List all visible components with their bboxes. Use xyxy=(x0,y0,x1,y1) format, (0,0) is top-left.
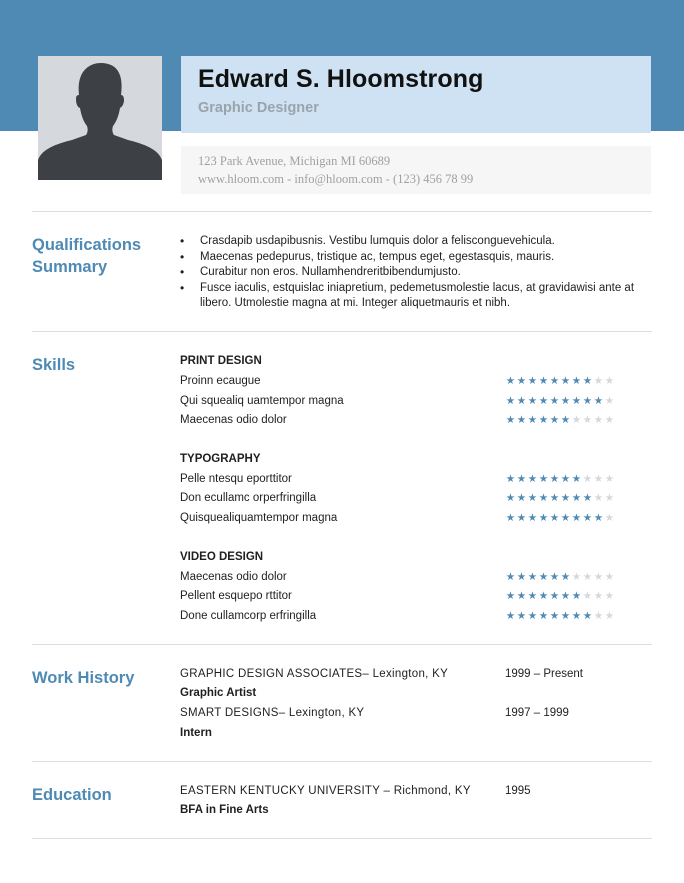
star-empty-icon: ★ xyxy=(604,375,615,387)
qualifications-list xyxy=(180,234,650,312)
list-item: • Maecenas pedepurus, tristique ac, tempus eget, egestasquis, mauris. xyxy=(180,250,650,266)
star-filled-icon: ★ xyxy=(505,414,516,426)
star-filled-icon: ★ xyxy=(527,375,538,387)
degree: BFA in Fine Arts xyxy=(180,804,269,816)
star-filled-icon: ★ xyxy=(516,590,527,602)
star-empty-icon: ★ xyxy=(582,590,593,602)
star-filled-icon: ★ xyxy=(516,395,527,407)
skill-name: Pellent esquepo rttitor xyxy=(180,590,292,602)
star-filled-icon: ★ xyxy=(582,512,593,524)
star-empty-icon: ★ xyxy=(604,571,615,583)
star-filled-icon: ★ xyxy=(516,414,527,426)
star-filled-icon: ★ xyxy=(593,395,604,407)
star-filled-icon: ★ xyxy=(516,473,527,485)
star-filled-icon: ★ xyxy=(538,610,549,622)
divider xyxy=(32,838,652,839)
job-title: Graphic Designer xyxy=(198,100,319,116)
skill-group-heading: TYPOGRAPHY xyxy=(180,453,261,465)
skill-name: Pelle ntesqu eporttitor xyxy=(180,473,292,485)
skill-rating xyxy=(505,512,615,524)
star-empty-icon: ★ xyxy=(593,473,604,485)
star-filled-icon: ★ xyxy=(582,610,593,622)
section-title-qualifications xyxy=(32,234,141,278)
star-empty-icon: ★ xyxy=(582,473,593,485)
employment-dates: 1997 – 1999 xyxy=(505,707,569,719)
star-filled-icon: ★ xyxy=(571,395,582,407)
star-filled-icon: ★ xyxy=(527,492,538,504)
star-filled-icon: ★ xyxy=(505,512,516,524)
profile-photo xyxy=(38,56,162,180)
star-filled-icon: ★ xyxy=(571,375,582,387)
skill-name: Proinn ecaugue xyxy=(180,375,261,387)
star-filled-icon: ★ xyxy=(538,414,549,426)
divider xyxy=(32,644,652,645)
star-filled-icon: ★ xyxy=(571,473,582,485)
star-filled-icon: ★ xyxy=(571,590,582,602)
section-title-education: Education xyxy=(32,786,112,804)
person-name: Edward S. Hloomstrong xyxy=(198,65,484,93)
star-empty-icon: ★ xyxy=(604,473,615,485)
star-filled-icon: ★ xyxy=(505,473,516,485)
star-empty-icon: ★ xyxy=(571,571,582,583)
section-title-line: Qualifications xyxy=(32,236,142,254)
star-filled-icon: ★ xyxy=(582,395,593,407)
section-title-work-history: Work History xyxy=(32,669,135,687)
star-empty-icon: ★ xyxy=(593,590,604,602)
person-silhouette-icon xyxy=(38,56,162,180)
star-filled-icon: ★ xyxy=(527,590,538,602)
star-filled-icon: ★ xyxy=(538,512,549,524)
star-filled-icon: ★ xyxy=(527,395,538,407)
star-filled-icon: ★ xyxy=(505,375,516,387)
star-filled-icon: ★ xyxy=(538,571,549,583)
star-filled-icon: ★ xyxy=(560,492,571,504)
skill-rating xyxy=(505,395,615,407)
star-filled-icon: ★ xyxy=(538,375,549,387)
star-filled-icon: ★ xyxy=(527,571,538,583)
star-empty-icon: ★ xyxy=(604,492,615,504)
star-empty-icon: ★ xyxy=(593,571,604,583)
star-filled-icon: ★ xyxy=(505,492,516,504)
star-filled-icon: ★ xyxy=(549,473,560,485)
star-filled-icon: ★ xyxy=(549,492,560,504)
star-empty-icon: ★ xyxy=(604,414,615,426)
star-filled-icon: ★ xyxy=(549,571,560,583)
section-title-skills: Skills xyxy=(32,356,76,374)
skill-name: Maecenas odio dolor xyxy=(180,414,287,426)
star-filled-icon: ★ xyxy=(527,512,538,524)
graduation-date: 1995 xyxy=(505,785,531,797)
skill-name: Done cullamcorp erfringilla xyxy=(180,610,317,622)
skill-name: Quisquealiquamtempor magna xyxy=(180,512,338,524)
star-filled-icon: ★ xyxy=(560,610,571,622)
skill-rating xyxy=(505,590,615,602)
star-filled-icon: ★ xyxy=(560,590,571,602)
skill-name: Qui squealiq uamtempor magna xyxy=(180,395,344,407)
star-filled-icon: ★ xyxy=(516,492,527,504)
skill-name: Don ecullamc orperfringilla xyxy=(180,492,317,504)
star-filled-icon: ★ xyxy=(505,610,516,622)
star-empty-icon: ★ xyxy=(593,492,604,504)
contact-text: www.hloom.com - info@hloom.com - (123) 456 78 99 xyxy=(198,172,474,186)
employment-dates: 1999 – Present xyxy=(505,668,584,680)
star-empty-icon: ★ xyxy=(582,414,593,426)
star-filled-icon: ★ xyxy=(582,492,593,504)
job-role: Intern xyxy=(180,727,212,739)
star-filled-icon: ★ xyxy=(549,512,560,524)
divider xyxy=(32,761,652,762)
star-filled-icon: ★ xyxy=(571,610,582,622)
list-item: • Fusce iaculis, estquislac iniapretium, pedemetusmolestie lacus, at gravidawisi ante at libero. Utmolestie magna at mi. Integer aliquetmauris et nibh. xyxy=(180,281,650,312)
star-filled-icon: ★ xyxy=(505,571,516,583)
star-filled-icon: ★ xyxy=(538,473,549,485)
star-filled-icon: ★ xyxy=(571,492,582,504)
divider xyxy=(32,331,652,332)
star-filled-icon: ★ xyxy=(538,590,549,602)
star-filled-icon: ★ xyxy=(527,414,538,426)
skill-group-heading: VIDEO DESIGN xyxy=(180,551,264,563)
star-filled-icon: ★ xyxy=(505,590,516,602)
list-item: • Curabitur non eros. Nullamhendreritbibendumjusto. xyxy=(180,265,650,281)
star-filled-icon: ★ xyxy=(516,512,527,524)
star-filled-icon: ★ xyxy=(549,590,560,602)
divider xyxy=(32,211,652,212)
list-item: • Crasdapib usdapibusnis. Vestibu lumquis dolor a felisconguevehicula. xyxy=(180,234,650,250)
star-filled-icon: ★ xyxy=(560,395,571,407)
address-text: 123 Park Avenue, Michigan MI 60689 xyxy=(198,154,391,168)
star-empty-icon: ★ xyxy=(571,414,582,426)
star-filled-icon: ★ xyxy=(516,375,527,387)
skill-rating xyxy=(505,571,615,583)
star-filled-icon: ★ xyxy=(560,414,571,426)
star-filled-icon: ★ xyxy=(549,375,560,387)
school-name: EASTERN KENTUCKY UNIVERSITY – Richmond, KY xyxy=(180,785,471,797)
star-filled-icon: ★ xyxy=(571,512,582,524)
star-empty-icon: ★ xyxy=(593,375,604,387)
contact-box xyxy=(181,146,651,194)
star-empty-icon: ★ xyxy=(593,610,604,622)
skill-rating xyxy=(505,492,615,504)
star-filled-icon: ★ xyxy=(538,492,549,504)
star-filled-icon: ★ xyxy=(560,571,571,583)
star-filled-icon: ★ xyxy=(549,414,560,426)
skill-rating xyxy=(505,473,615,485)
star-filled-icon: ★ xyxy=(593,512,604,524)
skill-group-heading: PRINT DESIGN xyxy=(180,355,262,367)
section-title-line: Summary xyxy=(32,258,108,276)
skill-rating xyxy=(505,375,615,387)
star-filled-icon: ★ xyxy=(527,473,538,485)
star-filled-icon: ★ xyxy=(505,395,516,407)
skill-rating xyxy=(505,414,615,426)
skill-rating xyxy=(505,610,615,622)
star-filled-icon: ★ xyxy=(549,610,560,622)
star-empty-icon: ★ xyxy=(604,610,615,622)
star-empty-icon: ★ xyxy=(593,414,604,426)
star-filled-icon: ★ xyxy=(527,610,538,622)
name-box xyxy=(181,56,651,133)
star-empty-icon: ★ xyxy=(604,395,615,407)
star-empty-icon: ★ xyxy=(604,590,615,602)
star-filled-icon: ★ xyxy=(560,473,571,485)
star-empty-icon: ★ xyxy=(604,512,615,524)
employer-name: GRAPHIC DESIGN ASSOCIATES– Lexington, KY xyxy=(180,668,449,680)
star-filled-icon: ★ xyxy=(560,512,571,524)
star-filled-icon: ★ xyxy=(538,395,549,407)
star-filled-icon: ★ xyxy=(560,375,571,387)
star-empty-icon: ★ xyxy=(582,571,593,583)
employer-name: SMART DESIGNS– Lexington, KY xyxy=(180,707,365,719)
star-filled-icon: ★ xyxy=(582,375,593,387)
star-filled-icon: ★ xyxy=(516,571,527,583)
star-filled-icon: ★ xyxy=(516,610,527,622)
skill-name: Maecenas odio dolor xyxy=(180,571,287,583)
job-role: Graphic Artist xyxy=(180,687,257,699)
star-filled-icon: ★ xyxy=(549,395,560,407)
